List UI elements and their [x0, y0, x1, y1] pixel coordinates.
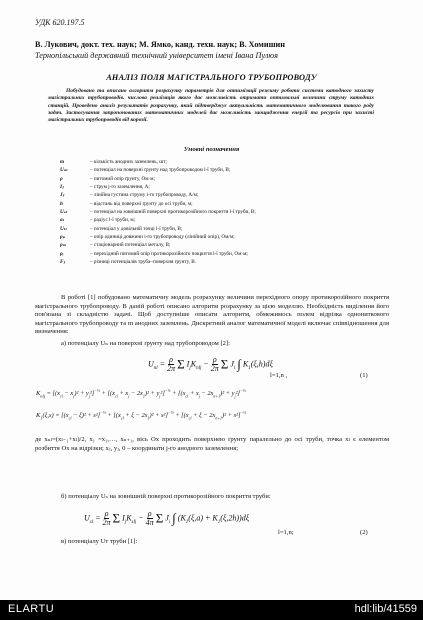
notation-item: [60, 191, 390, 199]
equation-2: $U_{sl}$ = $\frac{\rho}{2\pi}$ Σ $I_jK_{slj}$ − $\frac{\rho}{4\pi}$ Σ $J_i$ ∫ $(K_1(\xi,a) + K_1(\xi,2h))d\xi$: [84, 509, 250, 527]
notation-symbol: Iⱼ: [60, 184, 64, 191]
notation-description: – потенціал на зовнішній поверхні протикорозійного покриття l-ї труби, В;: [90, 209, 256, 216]
equation-2-range: l=1,n;: [278, 529, 294, 536]
notation-item: [60, 233, 390, 241]
repository-footer: [0, 600, 423, 620]
notation-description: – кількість анодних заземлень, шт;: [90, 159, 167, 165]
paper-title: АНАЛІЗ ПОЛЯ МАГІСТРАЛЬНОГО ТРУБОПРОВОДУ: [106, 73, 317, 82]
notation-symbol: ρₚ: [60, 234, 66, 241]
equation-1-k1: $K_1(\xi,s) = [(x_{cl} - \xi)^2 + s^2]^{-\frac{1}{2}} + [(x_{cl} + \xi - 2x_1)^2 + s^2]^{-\frac{1}{2}} + [(x_{cl} + \xi - 2x_{n+1})^2 + s^2]^{-\frac{1}{2}}$: [36, 410, 247, 421]
notation-item: [60, 183, 390, 191]
item-c: в) потенціалу Uт труби [1]:: [61, 538, 138, 545]
notation-item: [60, 241, 390, 249]
notation-item: [60, 216, 390, 224]
notation-description: – питомий опір ґрунту, Ом·м;: [90, 175, 156, 182]
notation-description: – потенціал у довільній точці l-ї труби, В;: [90, 225, 183, 232]
notation-item: [60, 166, 390, 174]
item-a: а) потенціалу Uₙ на поверхні ґрунту над трубопроводом [2]:: [61, 340, 230, 347]
repository-name: ELARTU: [8, 603, 55, 615]
notation-description: – лінійна густина струму i-го трубопроводу, А/м;: [90, 192, 199, 199]
abstract: Побудовано та описано алгоритм розрахунку параметрів для оптимізації режиму роботи системи катодного захисту магістральних трубопроводів. числова реалізація якого дає можливість отримати оптимальні величини струму катодних станцій. Проведено аналіз результатів розрахунку, який підтверджує актуальність математичного моделювання такого роду задач. Застосування запропонованих математичних моделей дає можливість заощадження енергії та ресурсів при захисті магістральних трубопроводів від корозії.: [48, 88, 374, 124]
notation-list: [60, 158, 390, 266]
notation-symbol: aₗ: [60, 217, 65, 224]
paragraph-intro: В роботі [1] побудовано математичну модель розрахунку величини перехідного опору протикорозійного покриття магістрального трубопроводу. В даній роботі описано алгоритм розрахунку за цією моделлю. Необхідність виділення його пов'язана зі складністю задачі. Щоб доступніше описати алгоритм, обмежимось полем відрізка однониткового магістрального трубопроводу та m анодних заземлень. Дискретний аналог математичної моделі включає співвідношення для визначення:: [35, 294, 389, 336]
notation-description: – радіус l-ї труби, м;: [90, 217, 136, 224]
notation-title: Умовні позначення: [183, 146, 240, 153]
notation-item: [60, 158, 390, 166]
notation-description: – різниці потенціалів труба–поверхня ґрунту, В.: [90, 259, 197, 266]
notation-description: – потенціал на поверхні ґрунту над трубопроводом l-ї труби, В;: [90, 167, 231, 174]
notation-symbol: ρₘ: [60, 242, 67, 249]
notation-description: – стаціонарний потенціал металу, В;: [90, 242, 171, 249]
notation-symbol: Jⱼ: [60, 192, 65, 199]
notation-symbol: h: [60, 200, 63, 207]
equation-1-number: (1): [360, 372, 368, 379]
notation-symbol: Uₙₗ: [60, 167, 68, 174]
notation-description: – відстань від поверхні ґрунту до осі труби, м;: [90, 200, 193, 207]
notation-symbol: ρ: [60, 175, 63, 182]
equation-1-kernel: $K_{nlj} = [(x_{cl} - x_j)^2 + y_j^2]^{-\frac{1}{2}} + [(x_{cl} + x_j - 2x_1)^2 + y_j^2]^{-\frac{1}{2}} + [(x_{cl} + x_j - 2x_{n+1})^2 + y_j^2]^{-\frac{1}{2}}$: [36, 388, 246, 399]
equation-1-line1: $U_{nl}$ = $\frac{\rho}{2\pi}$ Σ $I_jK_{nlj}$ − $\frac{\rho}{2\pi}$ Σ $J_i$ ∫ $K_1(\xi,h)d\xi$: [148, 355, 273, 373]
paragraph-where: де xₙₗ=(xₗ₋₁+xₗ)/2, x₁ =x₁,…, xₙ₊₁, вісь Ох проходить поверхнею ґрунту паралельно до осі труби, точка xₗ є елементом розбиття Ох на відрізки; xⱼ, yⱼ, 0 – координати j-го анодного заземлення;: [35, 436, 389, 452]
notation-item: [60, 208, 390, 216]
notation-symbol: Fⱼ: [60, 259, 66, 266]
item-b: б) потенціалу Uₛ на зовнішній поверхні протикорозійного покриття труби:: [61, 493, 271, 500]
notation-symbol: m: [60, 159, 65, 165]
equation-2-number: (2): [360, 529, 368, 536]
notation-description: – опір одиниці довжини i-го трубопроводу (лінійний опір), Ом/м;: [90, 234, 235, 241]
udc-code: УДК 620.197.5: [35, 18, 85, 27]
notation-item: [60, 200, 390, 208]
notation-symbol: Uₗₜ: [60, 225, 68, 232]
handle-id: hdl:lib/41559: [354, 603, 417, 615]
notation-item: [60, 225, 390, 233]
notation-item: [60, 258, 390, 266]
authors-line: В. Лукович, докт. тех. наук; М. Ямко, канд. техн. наук; В. Хомишин: [35, 40, 285, 49]
notation-item: [60, 250, 390, 258]
notation-symbol: ρᵢ: [60, 250, 64, 257]
equation-1-range: l=1,n ,: [270, 372, 288, 379]
affiliation-line: Тернопільський державний технічний університет імені Івана Пулюя: [35, 51, 278, 60]
notation-symbol: Uₛₗ: [60, 209, 68, 216]
notation-item: [60, 175, 390, 183]
notation-description: – струм j-го заземлення, А;: [90, 184, 150, 191]
notation-description: – перехідний питомий опір протикорозійного покриття l-ї труби, Ом·м;: [90, 250, 248, 257]
